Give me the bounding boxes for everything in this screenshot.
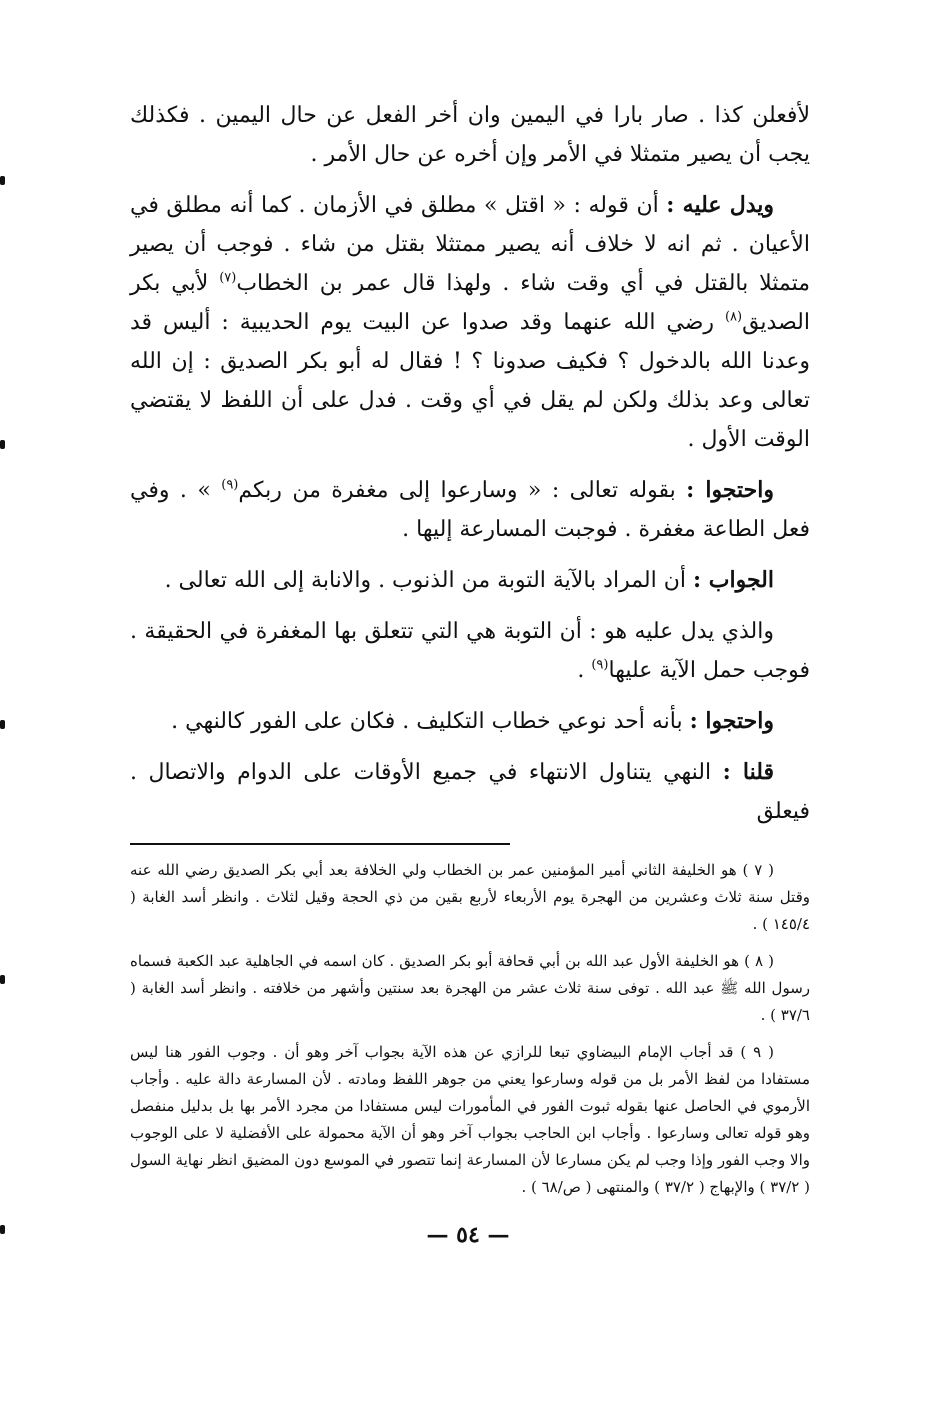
paragraph-lead: الجواب : <box>693 567 774 593</box>
paragraph-5: والذي يدل عليه هو : أن التوبة هي التي تتعلق بها المغفرة في الحقيقة . فوجب حمل الآية عليها$^{(٩)}$ . <box>130 619 810 683</box>
scan-mark <box>0 720 5 729</box>
scan-mark <box>0 440 5 449</box>
scan-mark <box>0 176 5 185</box>
paragraph-2: ويدل عليه : أن قوله : « اقتل » مطلق في الأزمان . كما أنه مطلق في الأعيان . ثم انه لا خلاف أنه يصير ممتثلا بقتل من شاء . فوجب أن يصير متمثلا بالقتل في أي وقت شاء . ولهذا قال عمر بن الخطاب$^{(٧)}$ لأبي بكر الصديق$^{(٨)}$ رضي الله عنهما وقد صدوا عن البيت يوم الحديبية : أليس قد وعدنا الله بالدخول ؟ فكيف صدونا ؟ ! فقال له أبو بكر الصديق : إن الله تعالى وعد بذلك ولكن لم يقل في أي وقت . فدل على أن اللفظ لا يقتضي الوقت الأول . <box>130 192 811 452</box>
paragraph-6: واحتجوا : بأنه أحد نوعي خطاب التكليف . فكان على الفور كالنهي . <box>171 708 774 734</box>
paragraph-7: قلنا : النهي يتناول الانتهاء في جميع الأوقات على الدوام والاتصال . فيعلق <box>130 759 810 824</box>
paragraph-lead: ويدل عليه : <box>666 192 775 218</box>
page-content <box>130 96 810 1211</box>
footnote-ref-9b: (٩) <box>591 657 609 673</box>
paragraph-3: واحتجوا : بقوله تعالى : « وسارعوا إلى مغفرة من ربكم$^{(٩)}$ » . وفي فعل الطاعة مغفرة . فوجبت المسارعة إليها . <box>130 477 810 542</box>
paragraph-4: الجواب : أن المراد بالآية التوبة من الذنوب . والانابة إلى الله تعالى . <box>164 567 774 593</box>
footnote-9: ( ٩ ) قد أجاب الإمام البيضاوي تبعا للرازي عن هذه الآية بجواب آخر وهو أن . وجوب الفور هنا ليس مستفادا من لفظ الأمر بل من قوله وسارعوا يعني من جوهر اللفظ ومادته . لأن المسارعة دالة عليه . وأجاب الأرموي في الحاصل عنها بقوله ثبوت الفور في المأمورات ليس مستفادا من مجرد الأمر بها بل بدليل منفصل وهو قوله تعالى وسارعوا . وأجاب ابن الحاجب بجواب آخر وهو أن الآية محمولة على الأفضلية لا على الوجوب والا وجب الفور وإذا وجب لم يكن مسارعا لأن المسارعة إنما تتصور في الموسع دون المضيق انظر نهاية السول ( ٣٧/٢ ) والإبهاج ( ٣٧/٢ ) والمنتهى ( ص/٦٨ ) . <box>130 1043 810 1196</box>
scan-mark <box>0 1225 5 1234</box>
footnote-ref-8: (٨) <box>724 309 743 325</box>
footnote-7: ( ٧ ) هو الخليفة الثاني أمير المؤمنين عمر بن الخطاب ولي الخلافة بعد أبي بكر الصديق رضي الله عنه وقتل سنة ثلاث وعشرين من الهجرة يوم الأربعاء لأربع بقين من ذي الحجة وقيل لثلاث . وانظر أسد الغابة ( ١٤٥/٤ ) . <box>130 861 810 933</box>
paragraph-1: لأفعلن كذا . صار بارا في اليمين وان أخر الفعل عن حال اليمين . فكذلك يجب أن يصير متمثلا في الأمر وإن أخره عن حال الأمر . <box>130 103 810 167</box>
paragraph-lead: واحتجوا : <box>689 708 774 734</box>
footnote-8: ( ٨ ) هو الخليفة الأول عبد الله بن أبي قحافة أبو بكر الصديق . كان اسمه في الجاهلية عبد الكعبة فسماه رسول الله ﷺ عبد الله . توفى سنة ثلاث عشر من الهجرة بعد سنتين وأشهر من خلافته . وانظر أسد الغابة ( ٣٧/٦ ) . <box>130 952 810 1024</box>
footnote-ref-9: (٩) <box>221 477 239 493</box>
paragraph-lead: قلنا : <box>722 759 775 785</box>
scan-mark <box>0 975 5 984</box>
paragraph-lead: واحتجوا : <box>686 477 774 503</box>
footnote-ref-7: (٧) <box>219 270 237 286</box>
page-number: — ٥٤ — <box>426 1222 510 1248</box>
footnote-divider <box>130 843 510 845</box>
